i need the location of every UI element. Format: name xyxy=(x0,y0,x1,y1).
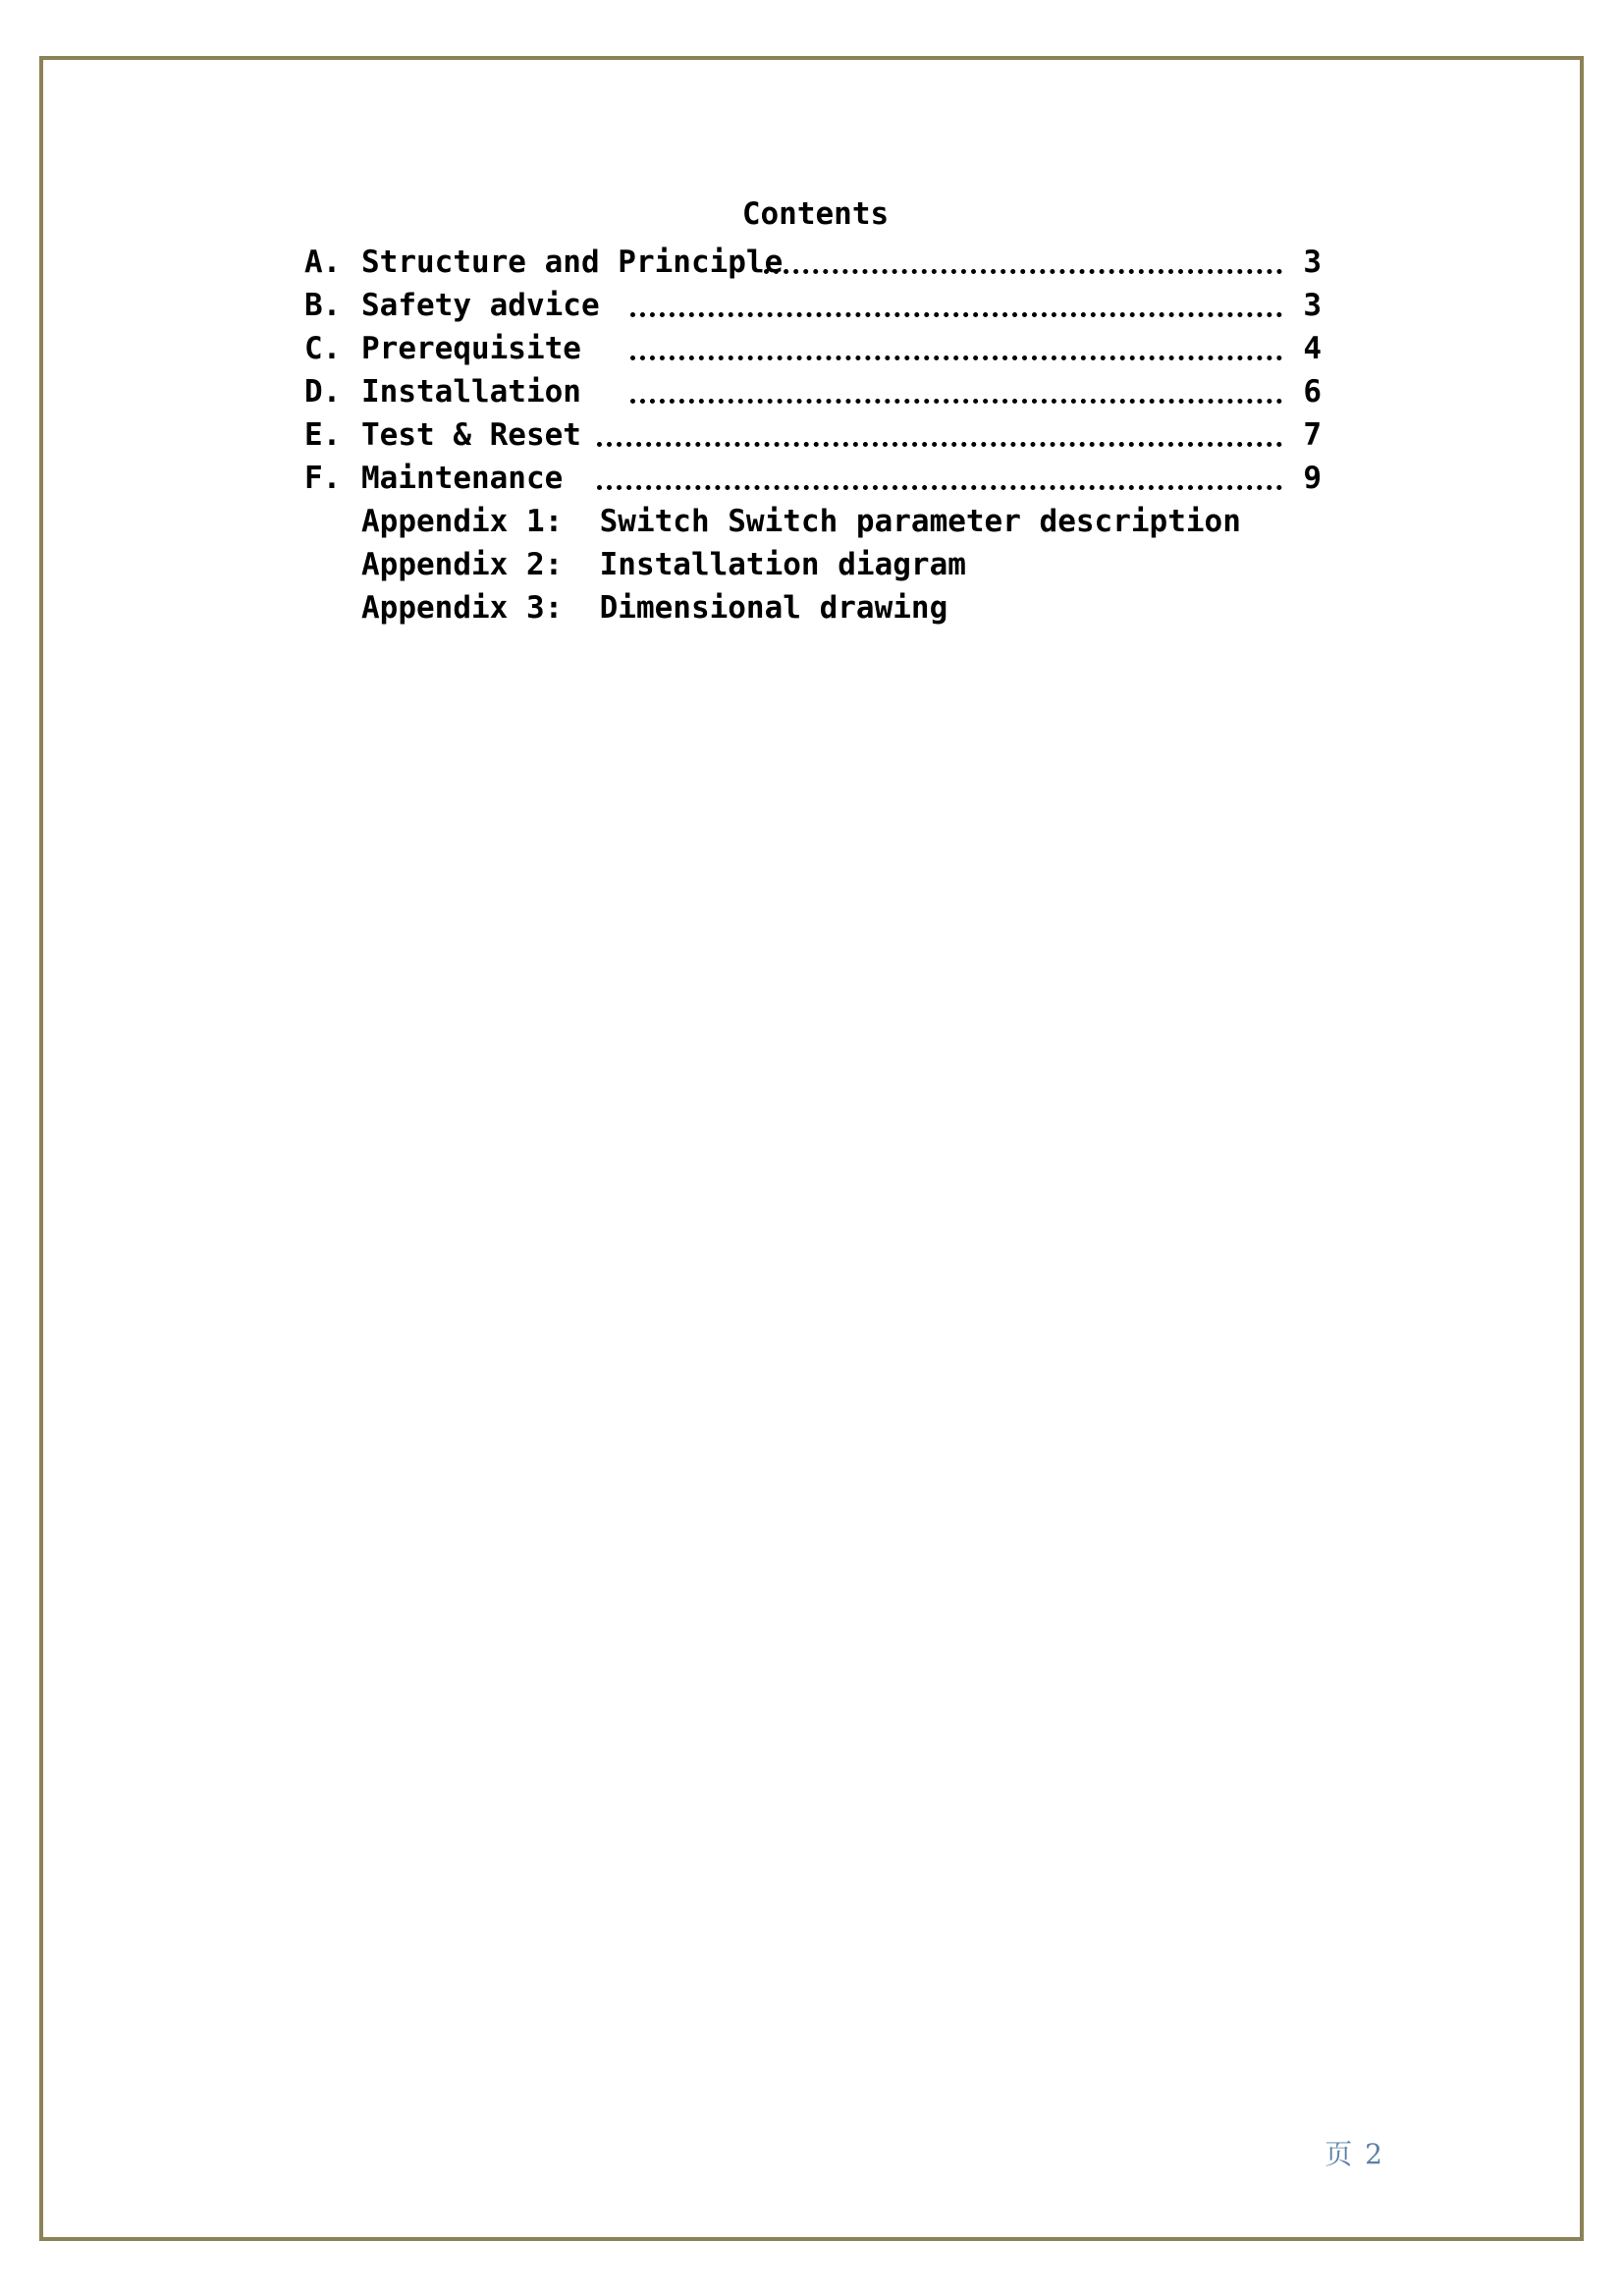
toc-dot-leader xyxy=(597,442,1282,447)
toc-entry-page-number: 7 xyxy=(1303,417,1322,453)
toc-entry-title: Test & Reset xyxy=(361,417,581,453)
footer-page-number: 页 2 xyxy=(1325,2138,1384,2170)
toc-entry-page-number: 3 xyxy=(1303,245,1322,280)
toc-entry-page-number: 4 xyxy=(1303,331,1322,366)
toc-entry-title: Prerequisite xyxy=(361,331,581,366)
toc-dot-leader xyxy=(630,355,1282,360)
appendix-2-entry[interactable]: Appendix 2: Installation diagram xyxy=(361,547,966,582)
appendix-1-entry[interactable]: Appendix 1: Switch Switch parameter description xyxy=(361,504,1241,539)
appendix-3-entry[interactable]: Appendix 3: Dimensional drawing xyxy=(361,590,948,626)
contents-heading: Contents xyxy=(741,196,890,232)
toc-dot-leader xyxy=(630,399,1282,404)
toc-entry-page-number: 6 xyxy=(1303,374,1322,410)
toc-entry-page-number: 9 xyxy=(1303,461,1322,496)
toc-entry-page-number: 3 xyxy=(1303,288,1322,323)
toc-dot-leader xyxy=(597,485,1282,490)
toc-entry-title: Safety advice xyxy=(361,288,600,323)
toc-entry-safety-advice[interactable] xyxy=(304,284,1325,327)
toc-entry-letter: B. xyxy=(304,288,342,323)
toc-entry-title: Maintenance xyxy=(361,461,564,496)
toc-dot-leader xyxy=(764,269,1282,274)
toc-entry-maintenance[interactable] xyxy=(304,457,1325,500)
toc-entry-installation[interactable] xyxy=(304,370,1325,413)
toc-entry-title: Installation xyxy=(361,374,581,410)
toc-dot-leader xyxy=(630,312,1282,317)
toc-entry-title: Structure and Principle xyxy=(361,245,784,280)
toc-entry-letter: A. xyxy=(304,245,342,280)
toc-entry-letter: F. xyxy=(304,461,342,496)
toc-entry-letter: E. xyxy=(304,417,342,453)
toc-entry-letter: D. xyxy=(304,374,342,410)
toc-entry-letter: C. xyxy=(304,331,342,366)
toc-entry-structure-and-principle[interactable] xyxy=(304,241,1325,284)
toc-entry-test-reset[interactable] xyxy=(304,413,1325,457)
toc-entry-prerequisite[interactable] xyxy=(304,327,1325,370)
